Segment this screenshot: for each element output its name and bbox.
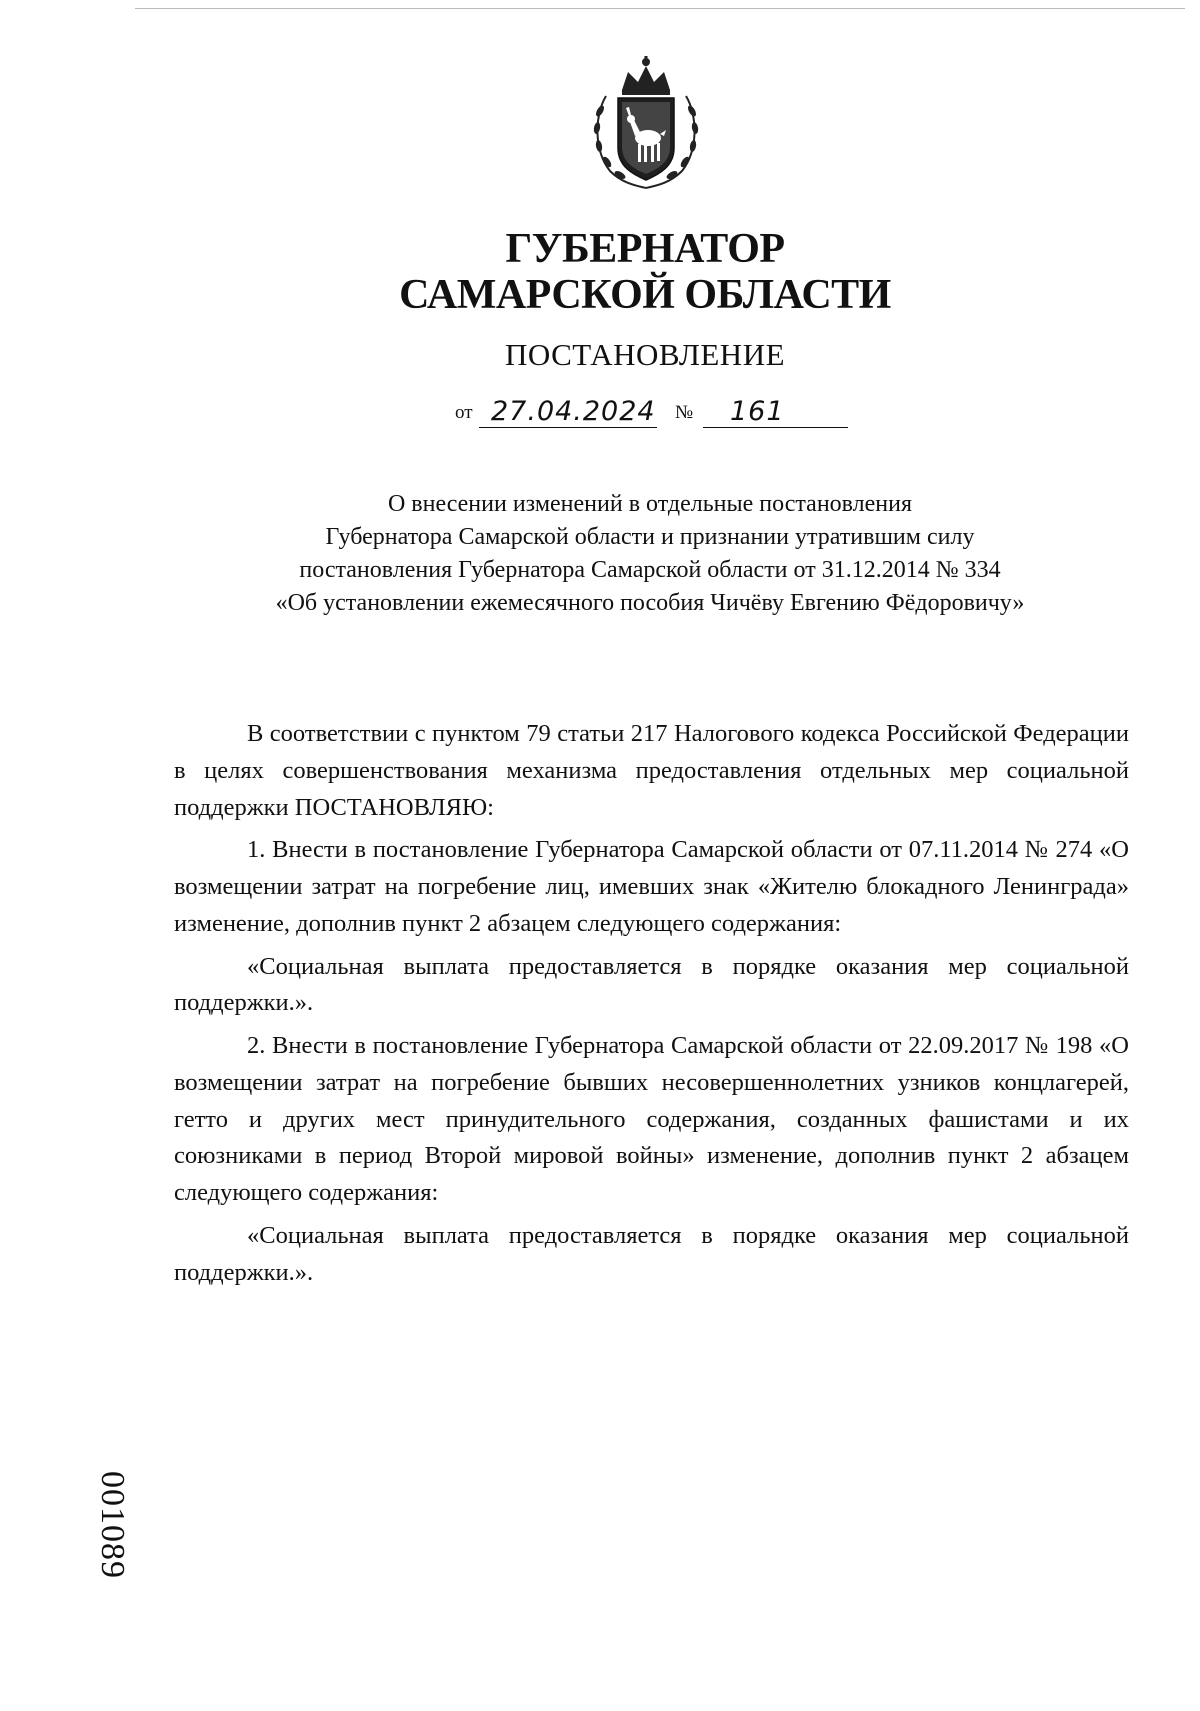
paragraph-item-1: 1. Внести в постановление Губернатора Самарской области от 07.11.2014 № 274 «О возмещении затрат на погребение лиц, имевших знак «Жителю блокадного Ленинграда» изменение, дополнив пункт 2 абзацем следующего содержания: — [174, 836, 1129, 937]
heading-line: «Об установлении ежемесячного пособия Чичёву Евгению Фёдоровичу» — [275, 590, 1025, 616]
number-underline — [703, 427, 848, 428]
number-label: № — [675, 402, 694, 423]
heading-line: О внесении изменений в отдельные постановления — [387, 491, 913, 517]
org-name-line-1: ГУБЕРНАТОР — [505, 226, 785, 272]
date-number-line — [455, 396, 855, 430]
heading-line: Губернатора Самарской области и признании утратившим силу — [325, 524, 975, 550]
paragraph-quote-2: «Социальная выплата предоставляется в порядке оказания мер социальной поддержки.». — [174, 1221, 1129, 1286]
paragraph-quote-1: «Социальная выплата предоставляется в порядке оказания мер социальной поддержки.». — [174, 952, 1129, 1017]
paragraph-item-2: 2. Внести в постановление Губернатора Самарской области от 22.09.2017 № 198 «О возмещении затрат на погребение бывших несовершеннолетних узников концлагерей, гетто и других мест принудительного содержания, созданных фашистами и их союзниками в период Второй мировой войны» изменение, дополнив пункт 2 абзацем следующего содержания: — [174, 1032, 1129, 1206]
document-heading — [150, 488, 1150, 620]
heading-line: постановления Губернатора Самарской области от 31.12.2014 № 334 — [299, 557, 1001, 583]
document-body — [174, 716, 1129, 1297]
side-registration-number: 001089 — [94, 1471, 131, 1579]
paragraph-preamble: В соответствии с пунктом 79 статьи 217 Налогового кодекса Российской Федерации в целях совершенствования механизма предоставления отдельных мер социальной поддержки ПОСТАНОВЛЯЮ: — [174, 720, 1129, 821]
scan-top-edge — [135, 8, 1185, 9]
date-value: 27.04.2024 — [491, 396, 656, 427]
date-underline — [479, 427, 657, 428]
org-name-line-2: САМАРСКОЙ ОБЛАСТИ — [399, 272, 891, 318]
samara-coat-of-arms-icon — [588, 56, 704, 190]
number-value: 161 — [730, 396, 785, 427]
document-type: ПОСТАНОВЛЕНИЕ — [504, 337, 786, 372]
date-label: от — [455, 402, 473, 423]
